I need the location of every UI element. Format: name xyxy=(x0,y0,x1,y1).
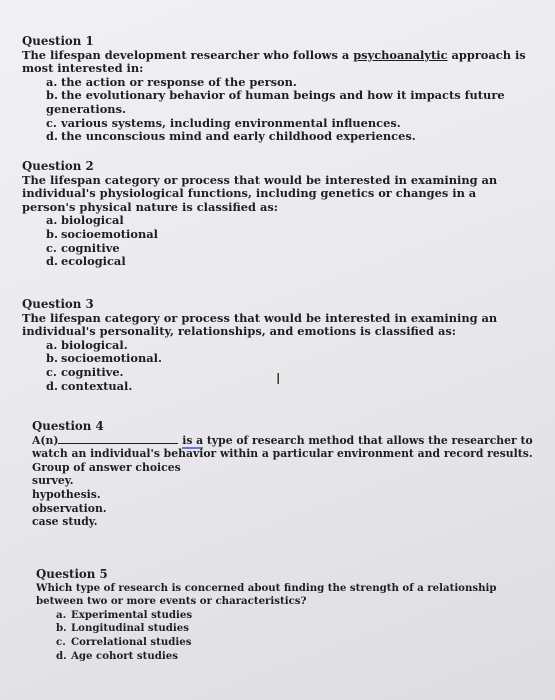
option-letter: b. xyxy=(46,88,58,103)
option-letter: b. xyxy=(46,226,58,241)
choice-observation[interactable]: observation. xyxy=(32,501,107,515)
question-text xyxy=(32,434,542,461)
answer-choices xyxy=(32,474,542,528)
option-text: Age cohort studies xyxy=(71,649,178,662)
answer-option-b[interactable] xyxy=(46,352,532,366)
answer-option-a[interactable] xyxy=(46,76,532,90)
option-letter: c. xyxy=(46,240,57,255)
choice-hypothesis[interactable]: hypothesis. xyxy=(32,487,101,501)
question-title: Question 5 xyxy=(36,567,108,581)
option-text: the action or response of the person. xyxy=(61,74,297,89)
option-letter: d. xyxy=(56,649,67,662)
answer-option-c[interactable] xyxy=(46,117,532,131)
answer-option-d[interactable] xyxy=(46,130,532,144)
answer-options xyxy=(56,609,546,663)
question-text xyxy=(22,49,532,76)
option-letter: a. xyxy=(46,74,58,89)
question-title: Question 2 xyxy=(22,159,94,173)
answer-option-b[interactable] xyxy=(56,622,546,636)
question-4 xyxy=(32,420,542,529)
option-text: biological. xyxy=(61,337,128,352)
option-text: the unconscious mind and early childhood experiences. xyxy=(61,129,416,144)
option-text: various systems, including environmental influences. xyxy=(61,115,401,130)
answer-option-b[interactable] xyxy=(46,89,532,116)
question-title: Question 1 xyxy=(22,34,94,48)
option-letter: d. xyxy=(46,254,58,269)
option-text: the evolutionary behavior of human beings and how it impacts future generations. xyxy=(46,88,505,116)
question-title: Question 4 xyxy=(32,419,104,433)
option-text: socioemotional xyxy=(61,226,158,241)
option-letter: d. xyxy=(46,129,58,144)
option-letter: c. xyxy=(56,635,66,648)
option-letter: b. xyxy=(56,622,67,635)
option-text: contextual. xyxy=(61,378,133,393)
question-text-part: type of research method that allows the researcher to watch an individual's behavior within a particular environment and record results. xyxy=(32,433,533,461)
fill-in-blank[interactable] xyxy=(58,434,178,444)
answer-option-c[interactable] xyxy=(46,366,532,380)
option-text: Longitudinal studies xyxy=(71,622,189,635)
question-text: The lifespan category or process that would be interested in examining an individual's physiological functions, including genetics or changes in a person's physical nature is classified as: xyxy=(22,172,498,214)
question-5 xyxy=(36,568,546,663)
option-text: cognitive. xyxy=(61,364,124,379)
answer-option-c[interactable] xyxy=(46,242,532,256)
question-text: The lifespan category or process that would be interested in examining an individual's personality, relationships, and emotions is classified as: xyxy=(22,310,498,339)
option-text: biological xyxy=(61,213,124,228)
option-letter: a. xyxy=(46,337,58,352)
question-text-part: approach is most interested in: xyxy=(22,47,526,76)
option-text: socioemotional. xyxy=(61,351,162,366)
question-text: Which type of research is concerned about finding the strength of a relationship between two or more events or characteristics? xyxy=(36,581,497,608)
option-letter: a. xyxy=(56,608,67,621)
question-2 xyxy=(22,160,532,269)
choices-heading: Group of answer choices xyxy=(32,460,181,474)
answer-option-a[interactable] xyxy=(46,339,532,353)
highlighted-phrase: is a xyxy=(182,433,204,447)
answer-option-d[interactable] xyxy=(46,255,532,269)
question-title: Question 3 xyxy=(22,297,94,311)
answer-option-b[interactable] xyxy=(46,228,532,242)
question-prefix: A(n) xyxy=(32,433,59,447)
text-cursor-icon: I xyxy=(276,370,281,388)
option-letter: c. xyxy=(46,364,57,379)
answer-options xyxy=(46,76,532,144)
question-text-part: The lifespan development researcher who follows a xyxy=(22,47,354,62)
choice-survey[interactable]: survey. xyxy=(32,474,74,488)
underlined-term: psychoanalytic xyxy=(353,47,448,62)
option-letter: c. xyxy=(46,115,57,130)
option-letter: a. xyxy=(46,213,58,228)
option-letter: d. xyxy=(46,378,58,393)
option-text: cognitive xyxy=(61,240,120,255)
answer-option-d[interactable] xyxy=(46,380,532,394)
choice-case-study[interactable]: case study. xyxy=(32,515,98,529)
answer-option-a[interactable] xyxy=(56,609,546,623)
answer-option-a[interactable] xyxy=(46,214,532,228)
option-letter: b. xyxy=(46,351,58,366)
answer-options xyxy=(46,214,532,268)
answer-option-c[interactable] xyxy=(56,636,546,650)
answer-options xyxy=(46,339,532,393)
option-text: Correlational studies xyxy=(71,635,192,648)
option-text: ecological xyxy=(61,254,126,269)
answer-option-d[interactable] xyxy=(56,650,546,664)
question-1 xyxy=(22,35,532,144)
option-text: Experimental studies xyxy=(71,608,193,621)
